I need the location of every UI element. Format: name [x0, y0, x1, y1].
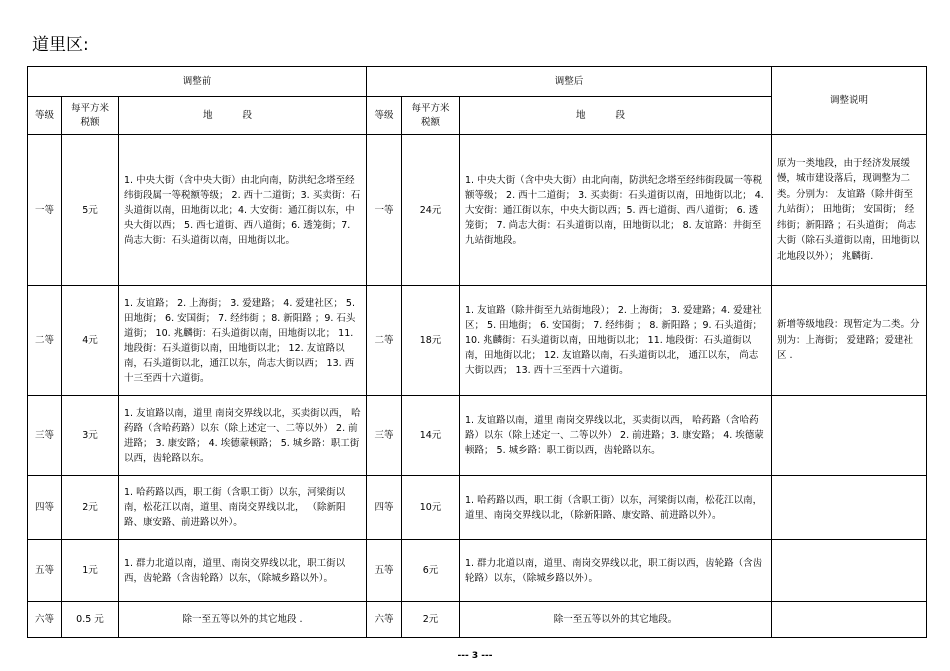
table-row: [28, 602, 927, 638]
section-after: 1. 友谊路以南，道里 南岗交界线以北，买卖街以西， 哈药路（含哈药路）以东（除上述定一、二等以外） 2. 前进路；3. 康安路； 4. 埃德蒙顿路； 5. 城乡路：职工街以西，齿轮路以东。: [460, 396, 772, 476]
tax-after: 6元: [402, 540, 460, 602]
tax-before: 1元: [62, 540, 119, 602]
grade-before: 六等: [28, 602, 62, 638]
section-after: 1. 中央大街（含中央大街）由北向南，防洪纪念塔至经纬街段属一等税额等级； 2. 西十二道街； 3. 买卖街：石头道街以南，田地街以北； 4. 大安街：通江街以东，中央大街以西；5. 西七道街、西八道街； 6. 透笼街； 7. 尚志大街：石头道街以南，田地街以北； 8. 友谊路：井街至九站街地段。: [460, 135, 772, 286]
header-before: 调整前: [28, 67, 367, 97]
tax-after: 14元: [402, 396, 460, 476]
grade-after: 一等: [367, 135, 402, 286]
adjust-note: [772, 476, 927, 540]
table-row: [28, 286, 927, 396]
header-row-top: [28, 67, 927, 97]
tax-before: 2元: [62, 476, 119, 540]
header-note: 调整说明: [772, 67, 927, 135]
adjust-note: [772, 602, 927, 638]
table-row: [28, 476, 927, 540]
tax-before: 0.5 元: [62, 602, 119, 638]
section-after: 1. 友谊路（除井街至九站街地段）； 2. 上海街； 3. 爱建路；4. 爱建社区； 5. 田地街； 6. 安国街； 7. 经纬街 ； 8. 新阳路 ；9. 石头道街； 10. 兆麟街：石头道街以南，田地街以北； 11. 地段街：石头道街以南，田地街以北； 12. 友谊路以南，石头道街以北， 通江以东， 尚志大街以西； 13. 西十三至西十六道街。: [460, 286, 772, 396]
tax-after: 24元: [402, 135, 460, 286]
tax-after: 10元: [402, 476, 460, 540]
tax-grade-table: [27, 66, 927, 638]
tax-after: 18元: [402, 286, 460, 396]
adjust-note: [772, 540, 927, 602]
adjust-note: [772, 396, 927, 476]
page-title: 道里区:: [32, 35, 89, 55]
header-section-after: 地段: [460, 97, 772, 135]
table-row: [28, 540, 927, 602]
table-row: [28, 396, 927, 476]
section-before: 1. 中央大街（含中央大街）由北向南，防洪纪念塔至经纬街段属一等税额等级； 2. 西十二道街；3. 买卖街：石头道街以南，田地街以北；4. 大安街：通江街以东，中央大街以西； 5. 西七道街、西八道街；6. 透笼街；7. 尚志大街：石头道街以南，田地街以北。: [119, 135, 367, 286]
section-after: 除一至五等以外的其它地段。: [460, 602, 772, 638]
section-before: 1. 群力北道以南，道里、南岗交界线以北，职工街以西，齿轮路（含齿轮路）以东，（除城乡路以外）。: [119, 540, 367, 602]
grade-after: 五等: [367, 540, 402, 602]
grade-after: 六等: [367, 602, 402, 638]
grade-before: 一等: [28, 135, 62, 286]
grade-after: 三等: [367, 396, 402, 476]
tax-before: 5元: [62, 135, 119, 286]
grade-before: 三等: [28, 396, 62, 476]
section-after: 1. 哈药路以西，职工街（含职工街）以东，河梁街以南，松花江以南， 道里、南岗交界线以北，（除新阳路、康安路、前进路以外）。: [460, 476, 772, 540]
section-before: 除一至五等以外的其它地段 .: [119, 602, 367, 638]
grade-before: 五等: [28, 540, 62, 602]
grade-after: 四等: [367, 476, 402, 540]
tax-after: 2元: [402, 602, 460, 638]
section-after: 1. 群力北道以南，道里、南岗交界线以北，职工街以西，齿轮路（含齿轮路）以东，（除城乡路以外）。: [460, 540, 772, 602]
header-tax-after: 每平方米税额: [402, 97, 460, 135]
header-grade-before: 等级: [28, 97, 62, 135]
tax-before: 4元: [62, 286, 119, 396]
section-before: 1. 哈药路以西，职工街（含职工街）以东，河梁街以南，松花江以南，道里、南岗交界线以北， （除新阳路、康安路、前进路以外）。: [119, 476, 367, 540]
header-grade-after: 等级: [367, 97, 402, 135]
header-section-before: 地段: [119, 97, 367, 135]
tax-before: 3元: [62, 396, 119, 476]
section-before: 1. 友谊路以南，道里 南岗交界线以北，买卖街以西， 哈药路（含哈药路）以东（除上述定一、二等以外） 2. 前进路； 3. 康安路； 4. 埃德蒙顿路； 5. 城乡路：职工街以西，齿轮路以东。: [119, 396, 367, 476]
table-row: [28, 135, 927, 286]
grade-after: 二等: [367, 286, 402, 396]
page-number: --- 3 ---: [457, 651, 493, 661]
grade-before: 四等: [28, 476, 62, 540]
section-before: 1. 友谊路； 2. 上海街； 3. 爱建路； 4. 爱建社区； 5. 田地街； 6. 安国街； 7. 经纬街 ；8. 新阳路 ；9. 石头道街； 10. 兆麟街：石头道街以南，田地街以北； 11. 地段街：石头道街以南，田地街以北； 12. 友谊路以南，石头道街以北，通江以东，尚志大街以西； 13. 西十三至西十六道街。: [119, 286, 367, 396]
adjust-note: 新增等级地段：现暂定为二类。分别为：上海街； 爱建路；爱建社区 .: [772, 286, 927, 396]
header-tax-before: 每平方米税额: [62, 97, 119, 135]
header-after: 调整后: [367, 67, 772, 97]
grade-before: 二等: [28, 286, 62, 396]
adjust-note: 原为一类地段，由于经济发展缓慢，城市建设落后，现调整为二类。分别为： 友谊路（除井街至九站街）； 田地街； 安国街； 经纬街；新阳路 ；石头道街； 尚志大街（除石头道街以南，田地街以北地段以外）； 兆麟街.: [772, 135, 927, 286]
